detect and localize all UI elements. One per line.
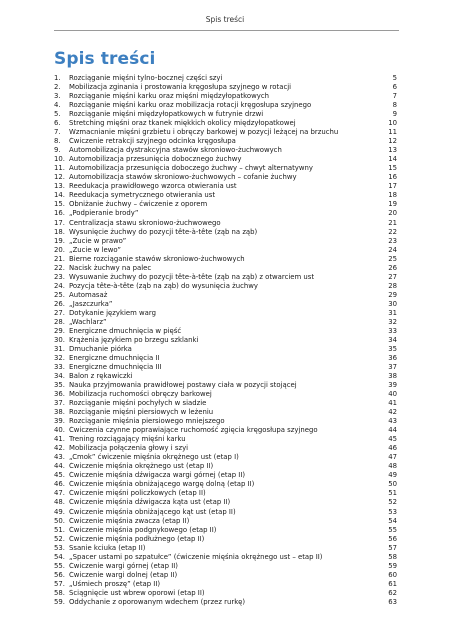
toc-entry[interactable] — [54, 345, 397, 354]
toc-entry[interactable] — [54, 381, 397, 390]
toc-entry-title: Ćwiczenie wargi dolnej (etap II) — [69, 570, 178, 579]
toc-entry-title: „Uśmiech proszę” (etap II) — [69, 579, 161, 588]
toc-entry-title: Krążenia językiem po brzegu szklanki — [69, 335, 199, 344]
running-header: Spis treści — [205, 15, 245, 24]
toc-entry-title: Ściągnięcie ust wbrew oporowi (etap II) — [69, 588, 205, 597]
toc-entry-page: 5 — [392, 74, 397, 82]
toc-entry-number: 54. — [54, 552, 65, 561]
toc-entry-number: 12. — [54, 173, 65, 182]
toc-entry-page: 28 — [388, 281, 397, 290]
toc-entry-title: Ćwiczenie mięśnia dźwigacza kąta ust (etap II) — [69, 498, 231, 507]
toc-entry-number: 55. — [54, 561, 65, 570]
toc-entry-number: 57. — [54, 579, 65, 588]
toc-entry[interactable] — [54, 462, 397, 471]
toc-entry-title: Ćwiczenie mięśnia dźwigacza wargi górnej (etap II) — [69, 471, 246, 480]
toc-entry-number: 31. — [54, 344, 65, 353]
toc-entry-title: Ćwiczenie mięśnia okrężnego ust (etap II) — [69, 462, 214, 471]
toc-entry[interactable] — [54, 417, 397, 426]
toc-entry-number: 34. — [54, 372, 65, 381]
toc-entry-page: 35 — [388, 344, 397, 353]
toc-entry-title: Rozciąganie mięśni piersiowych w leżeniu — [69, 408, 214, 417]
toc-entry-title: Ćwiczenie mięśnia podgnykowego (etap II) — [69, 525, 217, 534]
toc-entry[interactable] — [54, 408, 397, 417]
toc-entry-page: 9 — [392, 110, 397, 119]
toc-entry-number: 9. — [54, 146, 61, 155]
toc-entry-page: 23 — [388, 236, 397, 245]
toc-entry-number: 40. — [54, 426, 65, 435]
toc-entry-number: 50. — [54, 516, 65, 525]
toc-entry-number: 3. — [54, 92, 61, 101]
toc-entry-page: 60 — [388, 570, 397, 579]
toc-entry-page: 33 — [388, 326, 397, 335]
toc-entry-page: 55 — [388, 525, 397, 534]
toc-entry[interactable] — [54, 74, 397, 83]
toc-entry-number: 1. — [54, 74, 61, 82]
toc-entry-page: 57 — [388, 543, 397, 552]
toc-entry-title: Ćwiczenia czynne poprawiające ruchomość zgięcia kręgosłupa szyjnego — [69, 426, 318, 435]
toc-entry-number: 33. — [54, 363, 65, 371]
toc-entry-page: 52 — [388, 498, 397, 507]
toc-entry[interactable] — [54, 390, 397, 399]
toc-entry-number: 11. — [54, 164, 65, 173]
toc-entry-page: 48 — [388, 462, 397, 471]
toc-entry-number: 46. — [54, 480, 65, 489]
toc-entry-page: 34 — [388, 335, 397, 344]
toc-entry-number: 51. — [54, 525, 65, 534]
toc-entry-page: 42 — [388, 408, 397, 417]
toc-entry-title: Rozciąganie mięśni pochyłych w siadzie — [69, 399, 207, 408]
toc-entry[interactable] — [54, 309, 397, 318]
toc-entry[interactable] — [54, 480, 397, 489]
toc-entry[interactable] — [54, 101, 397, 110]
toc-entry[interactable] — [54, 580, 397, 589]
toc-entry-title: Nacisk żuchwy na palec — [69, 263, 152, 272]
toc-entry-page: 22 — [388, 227, 397, 236]
toc-entry-title: Wysunięcie żuchwy do pozycji tête-à-tête (ząb na ząb) — [69, 227, 258, 236]
toc-entry-page: 10 — [388, 119, 397, 128]
toc-entry-page: 37 — [388, 363, 397, 371]
toc-entry-title: Oddychanie z oporowanym wdechem (przez rurkę) — [69, 597, 246, 606]
toc-entry-title: Wzmacnianie mięśni grzbietu i obręczy barkowej w pozycji leżącej na brzuchu — [69, 128, 339, 137]
toc-entry-title: Obniżanie żuchwy – ćwiczenie z oporem — [69, 200, 208, 209]
toc-entry-title: „Żucie w lewo” — [69, 245, 121, 254]
toc-entry-page: 46 — [388, 444, 397, 453]
toc-entry-title: Automobilizacja dystrakcyjna stawów skroniowo-żuchwowych — [69, 146, 282, 155]
toc-entry-number: 2. — [54, 83, 61, 92]
toc-entry-page: 51 — [388, 489, 397, 498]
toc-entry-number: 14. — [54, 191, 65, 200]
toc-entry-number: 7. — [54, 128, 61, 137]
toc-entry[interactable] — [54, 282, 397, 291]
toc-entry-title: Ćwiczenie mięśnia zwacza (etap II) — [69, 516, 190, 525]
toc-entry-page: 47 — [388, 453, 397, 462]
toc-entry[interactable] — [54, 92, 397, 101]
toc-entry[interactable] — [54, 255, 397, 264]
toc-entry-number: 19. — [54, 236, 65, 245]
toc-entry-title: Wysuwanie żuchwy do pozycji tête-à-tête (ząb na ząb) z otwarciem ust — [69, 272, 315, 281]
toc-entry-page: 8 — [392, 101, 397, 110]
toc-entry-number: 27. — [54, 308, 65, 317]
toc-entry-page: 24 — [388, 245, 397, 254]
toc-entry-title: Trening rozciągający mięśni karku — [69, 435, 186, 444]
toc-entry[interactable] — [54, 526, 397, 535]
toc-entry-title: „Podpieranie brody” — [69, 209, 139, 218]
toc-entry-number: 20. — [54, 245, 65, 254]
toc-entry-title: Automasaż — [69, 290, 108, 299]
header-divider — [54, 30, 399, 31]
toc-entry[interactable] — [54, 498, 397, 507]
toc-entry-number: 15. — [54, 200, 65, 209]
toc-entry[interactable] — [54, 173, 397, 182]
toc-entry-page: 18 — [388, 191, 397, 200]
toc-entry[interactable] — [54, 119, 397, 128]
toc-entry-page: 45 — [388, 435, 397, 444]
toc-entry-title: Automobilizacja przesunięcia doboczego żuchwy – chwyt alternatywny — [69, 164, 313, 173]
toc-entry-title: Automobilizacja stawów skroniowo-żuchwowych – cofanie żuchwy — [69, 173, 297, 182]
toc-entry-page: 21 — [388, 218, 397, 227]
toc-entry[interactable] — [54, 128, 397, 137]
toc-entry-title: Pozycja tête-à-tête (ząb na ząb) do wysunięcia żuchwy — [69, 281, 258, 290]
toc-entry[interactable] — [54, 363, 397, 372]
toc-entry[interactable] — [54, 137, 397, 146]
toc-entry-number: 10. — [54, 155, 65, 164]
toc-entry-number: 23. — [54, 272, 65, 281]
toc-entry[interactable] — [54, 372, 397, 381]
toc-entry-number: 4. — [54, 101, 61, 110]
toc-entry-title: Ssanie kciuka (etap II) — [69, 543, 146, 552]
toc-entry-title: Energiczne dmuchnięcia II — [69, 353, 160, 362]
toc-entry[interactable] — [54, 264, 397, 273]
toc-entry[interactable] — [54, 146, 397, 155]
toc-entry-number: 52. — [54, 534, 65, 543]
toc-entry-page: 15 — [388, 164, 397, 173]
toc-entry-number: 42. — [54, 444, 65, 453]
toc-entry[interactable] — [54, 571, 397, 580]
toc-entry-title: „Wachlarz” — [69, 317, 107, 326]
toc-entry[interactable] — [54, 589, 397, 598]
toc-entry-page: 7 — [392, 92, 397, 101]
toc-entry-title: Mobilizacja połączenia głowy i szyi — [69, 444, 189, 453]
toc-entry[interactable] — [54, 228, 397, 237]
toc-entry-number: 26. — [54, 299, 65, 308]
toc-entry-page: 16 — [388, 173, 397, 182]
toc-entry-title: Centralizacja stawu skroniowo-żuchwowego — [69, 218, 221, 227]
toc-entry[interactable] — [54, 336, 397, 345]
toc-entry-title: Energiczne dmuchnięcia w pięść — [69, 326, 182, 335]
toc-entry-number: 18. — [54, 227, 65, 236]
toc-entry-page: 59 — [388, 561, 397, 570]
toc-entry-page: 41 — [388, 399, 397, 408]
toc-entry-page: 6 — [392, 83, 397, 92]
toc-entry-page: 25 — [388, 254, 397, 263]
toc-entry-number: 24. — [54, 281, 65, 290]
toc-entry-number: 32. — [54, 353, 65, 362]
toc-entry-page: 62 — [388, 588, 397, 597]
toc-entry-number: 21. — [54, 254, 65, 263]
toc-entry[interactable] — [54, 489, 397, 498]
toc-entry[interactable] — [54, 508, 397, 517]
toc-entry-title: „Spacer ustami po szpatułce” (ćwiczenie mięśnia okrężnego ust – etap II) — [69, 552, 323, 561]
toc-entry-number: 22. — [54, 263, 65, 272]
toc-entry-page: 12 — [388, 137, 397, 146]
toc-entry[interactable] — [54, 354, 397, 363]
toc-entry-title: Bierne rozciąganie stawów skroniowo-żuchwowych — [69, 254, 245, 263]
toc-entry-number: 47. — [54, 489, 65, 498]
toc-entry-title: Rozciąganie mięśnia piersiowego mniejszego — [69, 417, 225, 426]
toc-entry-page: 17 — [388, 182, 397, 191]
toc-entry-number: 35. — [54, 381, 65, 390]
toc-entry-title: Balon z rękawiczki — [69, 372, 133, 381]
toc-entry-title: Energiczne dmuchnięcia III — [69, 363, 162, 371]
toc-entry-number: 28. — [54, 317, 65, 326]
toc-entry-page: 32 — [388, 317, 397, 326]
toc-entry[interactable] — [54, 246, 397, 255]
toc-entry-title: Rozciąganie mięśni karku oraz mobilizacja rotacji kręgosłupa szyjnego — [69, 101, 312, 110]
toc-entry-title: Rozciąganie mięśni tylno-bocznej części szyi — [69, 74, 223, 82]
toc-entry-page: 31 — [388, 308, 397, 317]
toc-entry[interactable] — [54, 83, 397, 92]
toc-entry-title: Reedukacja prawidłowego wzorca otwierania ust — [69, 182, 237, 191]
toc-entry[interactable] — [54, 517, 397, 526]
toc-entry-title: Rozciąganie mięśni karku oraz mięśni międzyłopatkowych — [69, 92, 269, 101]
toc-entry-page: 38 — [388, 372, 397, 381]
toc-entry-number: 59. — [54, 597, 65, 606]
toc-title: Spis treści — [54, 49, 156, 69]
toc-entry-page: 58 — [388, 552, 397, 561]
toc-entry-number: 17. — [54, 218, 65, 227]
toc-entry-number: 36. — [54, 390, 65, 399]
toc-entry[interactable] — [54, 553, 397, 562]
toc-entry[interactable] — [54, 426, 397, 435]
toc-list — [54, 74, 397, 607]
toc-entry[interactable] — [54, 273, 397, 282]
toc-entry-number: 43. — [54, 453, 65, 462]
toc-entry-page: 11 — [388, 128, 397, 137]
toc-entry[interactable] — [54, 327, 397, 336]
toc-entry[interactable] — [54, 291, 397, 300]
toc-entry-page: 26 — [388, 263, 397, 272]
toc-entry[interactable] — [54, 155, 397, 164]
toc-entry-page: 61 — [388, 579, 397, 588]
toc-entry-page: 40 — [388, 390, 397, 399]
toc-entry[interactable] — [54, 209, 397, 218]
toc-entry-page: 39 — [388, 381, 397, 390]
toc-entry-title: Ćwiczenie mięśnia podłużnego (etap II) — [69, 534, 205, 543]
toc-entry[interactable] — [54, 471, 397, 480]
toc-entry[interactable] — [54, 300, 397, 309]
toc-entry[interactable] — [54, 164, 397, 173]
toc-entry[interactable] — [54, 435, 397, 444]
toc-entry[interactable] — [54, 535, 397, 544]
toc-entry-title: Ćwiczenie mięśnia obniżającego wargę dolną (etap II) — [69, 480, 255, 489]
toc-entry-title: „Jaszczurka” — [69, 299, 113, 308]
toc-entry-number: 48. — [54, 498, 65, 507]
toc-entry-page: 13 — [388, 146, 397, 155]
toc-entry-number: 39. — [54, 417, 65, 426]
toc-entry[interactable] — [54, 237, 397, 246]
toc-entry-page: 50 — [388, 480, 397, 489]
toc-entry-title: Nauka przyjmowania prawidłowej postawy ciała w pozycji stojącej — [69, 381, 297, 390]
toc-entry[interactable] — [54, 182, 397, 191]
toc-entry-title: Stretching mięśni oraz tkanek miękkich okolicy międzyłopatkowej — [69, 119, 296, 128]
toc-entry-title: Dmuchanie piórka — [69, 344, 132, 353]
toc-entry-title: Ćwiczenie mięśnia obniżającego kąt ust (etap II) — [69, 507, 236, 516]
toc-entry-page: 49 — [388, 471, 397, 480]
toc-entry[interactable] — [54, 444, 397, 453]
toc-entry-number: 16. — [54, 209, 65, 218]
toc-entry-page: 27 — [388, 272, 397, 281]
toc-entry-number: 41. — [54, 435, 65, 444]
toc-entry[interactable] — [54, 562, 397, 571]
toc-entry-number: 45. — [54, 471, 65, 480]
toc-entry[interactable] — [54, 191, 397, 200]
toc-entry-title: Ćwiczenie wargi górnej (etap II) — [69, 561, 178, 570]
toc-entry-title: Mobilizacja ruchomości obręczy barkowej — [69, 390, 212, 399]
toc-entry[interactable] — [54, 318, 397, 327]
toc-entry-number: 53. — [54, 543, 65, 552]
toc-entry[interactable] — [54, 544, 397, 553]
toc-entry-title: Automobilizacja przesunięcia dobocznego żuchwy — [69, 155, 242, 164]
toc-entry-title: „Żucie w prawo” — [69, 236, 127, 245]
toc-entry-number: 56. — [54, 570, 65, 579]
toc-entry-number: 38. — [54, 408, 65, 417]
toc-entry-page: 43 — [388, 417, 397, 426]
toc-entry-page: 63 — [388, 597, 397, 606]
toc-entry-number: 49. — [54, 507, 65, 516]
toc-entry-page: 44 — [388, 426, 397, 435]
toc-entry-number: 8. — [54, 137, 61, 146]
toc-entry-title: Ćwiczenie retrakcji szyjnego odcinka kręgosłupa — [69, 137, 236, 146]
toc-entry[interactable] — [54, 399, 397, 408]
toc-entry-page: 29 — [388, 290, 397, 299]
toc-entry-title: Mobilizacja zginania i prostowania kręgosłupa szyjnego w rotacji — [69, 83, 292, 92]
toc-entry[interactable] — [54, 598, 397, 607]
toc-entry[interactable] — [54, 219, 397, 228]
toc-entry-page: 56 — [388, 534, 397, 543]
toc-entry[interactable] — [54, 110, 397, 119]
toc-entry-number: 44. — [54, 462, 65, 471]
toc-entry-number: 30. — [54, 335, 65, 344]
toc-entry-title: Dotykanie językiem warg — [69, 308, 156, 317]
toc-entry-number: 29. — [54, 326, 65, 335]
toc-entry-title: Rozciąganie mięśni międzyłopatkowych w futrynie drzwi — [69, 110, 264, 119]
toc-entry-title: „Cmok” ćwiczenie mięśnia okrężnego ust (etap I) — [69, 453, 239, 462]
toc-entry-number: 6. — [54, 119, 61, 128]
toc-entry-page: 20 — [388, 209, 397, 218]
toc-entry-number: 5. — [54, 110, 61, 119]
toc-entry-number: 58. — [54, 588, 65, 597]
toc-entry-page: 30 — [388, 299, 397, 308]
toc-entry-page: 36 — [388, 353, 397, 362]
toc-entry-title: Ćwiczenie mięśni policzkowych (etap II) — [69, 489, 206, 498]
toc-entry-number: 13. — [54, 182, 65, 191]
toc-entry-number: 25. — [54, 290, 65, 299]
toc-entry-page: 54 — [388, 516, 397, 525]
toc-entry[interactable] — [54, 200, 397, 209]
toc-entry-page: 53 — [388, 507, 397, 516]
toc-entry[interactable] — [54, 453, 397, 462]
toc-entry-title: Reedukacja symetrycznego otwierania ust — [69, 191, 216, 200]
toc-entry-page: 19 — [388, 200, 397, 209]
toc-entry-page: 14 — [388, 155, 397, 164]
toc-entry-number: 37. — [54, 399, 65, 408]
